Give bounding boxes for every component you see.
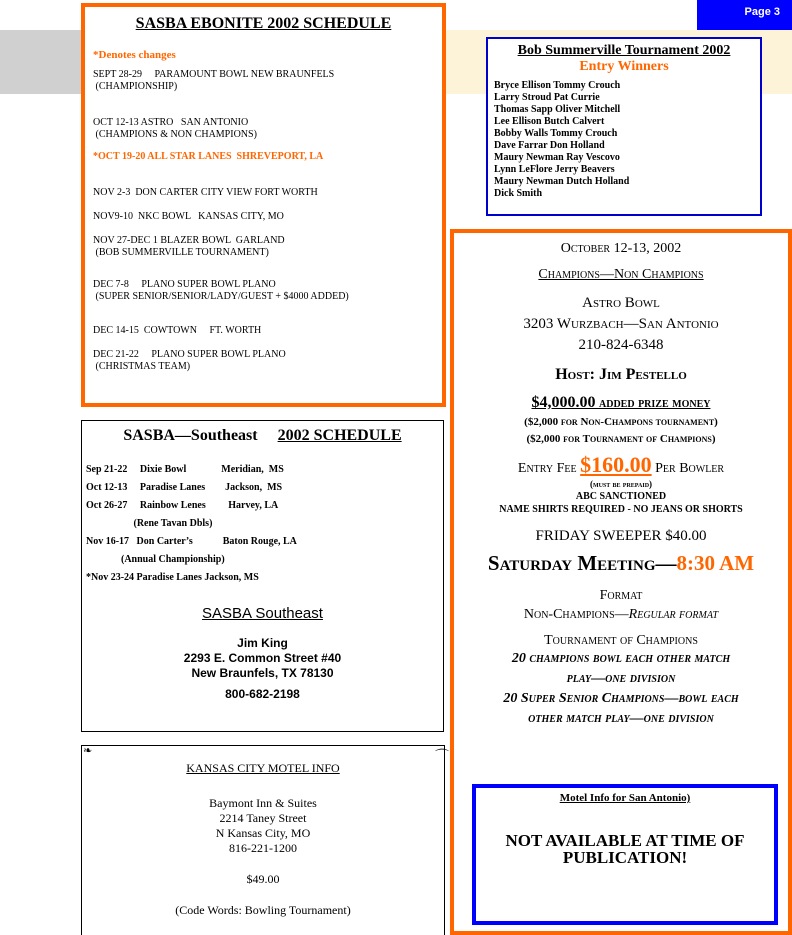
abc-sanctioned: ABC SANCTIONED	[575, 491, 667, 502]
kc-motel-box	[81, 744, 449, 935]
southeast-title-right: 2002 SCHEDULE	[277, 427, 402, 444]
event-entry: NOV 2-3 DON CARTER CITY VIEW FORT WORTH	[93, 187, 318, 198]
format-nc-value: Regular format	[628, 607, 719, 622]
southeast-contact-line: Jim King	[237, 636, 288, 650]
venue-phone: 210-824-6348	[578, 337, 664, 353]
winner-pair: Maury Newman Ray Vescovo	[494, 152, 620, 163]
entry-fee-prefix: Entry Fee	[517, 461, 581, 476]
southeast-title-left: SASBA—Southeast	[123, 427, 258, 444]
event-entry: DEC 7-8 PLANO SUPER BOWL PLANO (SUPER SENIOR/SENIOR/LADY/GUEST + $4000 ADDED)	[93, 279, 349, 302]
southeast-row: Nov 16-17 Don Carter’s Baton Rouge, LA	[86, 536, 297, 547]
host-name: Host: Jim Pestello	[555, 366, 687, 383]
toc-line: play—one division	[566, 671, 676, 686]
ebonite-title: SASBA EBONITE 2002 SCHEDULE	[135, 15, 392, 32]
entry-fee-suffix: Per Bowler	[651, 461, 725, 476]
kc-address-line: N Kansas City, MO	[215, 826, 311, 840]
header-band-gray	[0, 30, 82, 94]
kc-address-line: 816-221-1200	[229, 841, 297, 855]
scroll-curl-icon: ❧	[83, 744, 93, 757]
bob-summerville-box	[486, 37, 762, 216]
winner-pair: Dave Farrar Don Holland	[494, 140, 605, 151]
kc-price: $49.00	[246, 872, 280, 886]
page-number-tab: Page 3	[697, 0, 792, 30]
meeting-line	[460, 551, 782, 576]
winner-pair: Dick Smith	[494, 188, 543, 199]
southeast-schedule-box	[81, 420, 444, 732]
bob-title: Bob Summerville Tournament 2002	[517, 43, 731, 58]
event-entry: NOV 27-DEC 1 BLAZER BOWL GARLAND (BOB SUMMERVILLE TOURNAMENT)	[93, 235, 285, 258]
sa-motel-heading: Motel Info for San Antonio)	[559, 792, 691, 804]
winner-pair: Bryce Ellison Tommy Crouch	[494, 80, 621, 91]
entry-fee-amount: $160.00	[580, 452, 652, 477]
tournament-date: October 12-13, 2002	[560, 241, 682, 256]
bob-subtitle: Entry Winners	[579, 59, 669, 74]
format-non-champions	[460, 607, 782, 623]
scroll-curl-right-icon: ⌒	[435, 749, 449, 765]
shirt-rules: NAME SHIRTS REQUIRED - NO JEANS OR SHORTS	[499, 504, 743, 515]
southeast-row: Oct 12-13 Paradise Lanes Jackson, MS	[86, 482, 283, 493]
kc-address-line: Baymont Inn & Suites	[209, 796, 317, 810]
southeast-title	[86, 427, 439, 445]
format-nc-label: Non-Champions—	[523, 607, 629, 622]
kc-code-words: (Code Words: Bowling Tournament)	[175, 903, 351, 917]
winner-pair: Maury Newman Dutch Holland	[494, 176, 630, 187]
meeting-label: Saturday Meeting—	[487, 551, 677, 575]
southeast-row: (Annual Championship)	[86, 554, 225, 565]
toc-line: 20 champions bowl each other match	[511, 651, 731, 666]
event-entry: OCT 12-13 ASTRO SAN ANTONIO (CHAMPIONS & NON CHAMPIONS)	[93, 117, 257, 140]
southeast-row: (Rene Tavan Dbls)	[86, 518, 213, 529]
winner-pair: Bobby Walls Tommy Crouch	[494, 128, 618, 139]
prize-label: added prize money	[595, 396, 711, 411]
san-antonio-motel-box	[472, 784, 778, 925]
southeast-row: Oct 26-27 Rainbow Lenes Harvey, LA	[86, 500, 279, 511]
event-entry: NOV9-10 NKC BOWL KANSAS CITY, MO	[93, 211, 284, 222]
kc-motel-heading: KANSAS CITY MOTEL INFO	[186, 761, 340, 775]
changes-note: *Denotes changes	[93, 49, 176, 61]
prize-money	[460, 394, 782, 412]
toc-line: 20 Super Senior Champions—bowl each	[503, 691, 739, 706]
toc-line: other match play—one division	[528, 711, 714, 726]
event-entry: DEC 21-22 PLANO SUPER BOWL PLANO (CHRISTMAS TEAM)	[93, 349, 286, 372]
entry-fee-line	[460, 452, 782, 478]
ebonite-schedule-box	[81, 3, 446, 407]
friday-sweeper: FRIDAY SWEEPER $40.00	[535, 528, 707, 544]
event-entry: DEC 14-15 COWTOWN FT. WORTH	[93, 325, 262, 336]
winner-pair: Lee Ellison Butch Calvert	[494, 116, 605, 127]
winner-pair: Thomas Sapp Oliver Mitchell	[494, 104, 621, 115]
southeast-contact-line: New Braunfels, TX 78130	[191, 666, 334, 680]
winner-pair: Lynn LeFlore Jerry Beavers	[494, 164, 615, 175]
meeting-time: 8:30 AM	[676, 551, 755, 575]
event-entry-highlighted: *OCT 19-20 ALL STAR LANES SHREVEPORT, LA	[93, 151, 324, 162]
southeast-row: Sep 21-22 Dixie Bowl Meridian, MS	[86, 464, 284, 475]
venue-line: 3203 Wurzbach—San Antonio	[523, 316, 719, 332]
prepaid-note: (must be prepaid)	[589, 479, 653, 489]
kc-address-line: 2214 Taney Street	[219, 811, 307, 825]
event-entry: SEPT 28-29 PARAMOUNT BOWL NEW BRAUNFELS (CHAMPIONSHIP)	[93, 69, 335, 92]
southeast-contact-line: 2293 E. Common Street #40	[183, 651, 342, 665]
sa-motel-unavailable: NOT AVAILABLE AT TIME OF PUBLICATION!	[505, 831, 745, 867]
format-label: Format	[599, 588, 643, 603]
winner-pair: Larry Stroud Pat Currie	[494, 92, 600, 103]
toc-label: Tournament of Champions	[544, 633, 698, 648]
tournament-division: Champions—Non Champions	[538, 267, 704, 282]
prize-amount: $4,000.00	[531, 394, 596, 411]
prize-split-line: ($2,000 for Non-Champons tournament)	[524, 416, 718, 428]
southeast-row: *Nov 23-24 Paradise Lanes Jackson, MS	[86, 572, 259, 583]
venue-line: Astro Bowl	[582, 295, 660, 311]
southeast-heading: SASBA Southeast	[202, 605, 323, 622]
southeast-phone: 800-682-2198	[225, 687, 300, 701]
prize-split-line: ($2,000 for Tournament of Champions)	[526, 433, 716, 445]
tournament-info-box	[450, 229, 792, 935]
